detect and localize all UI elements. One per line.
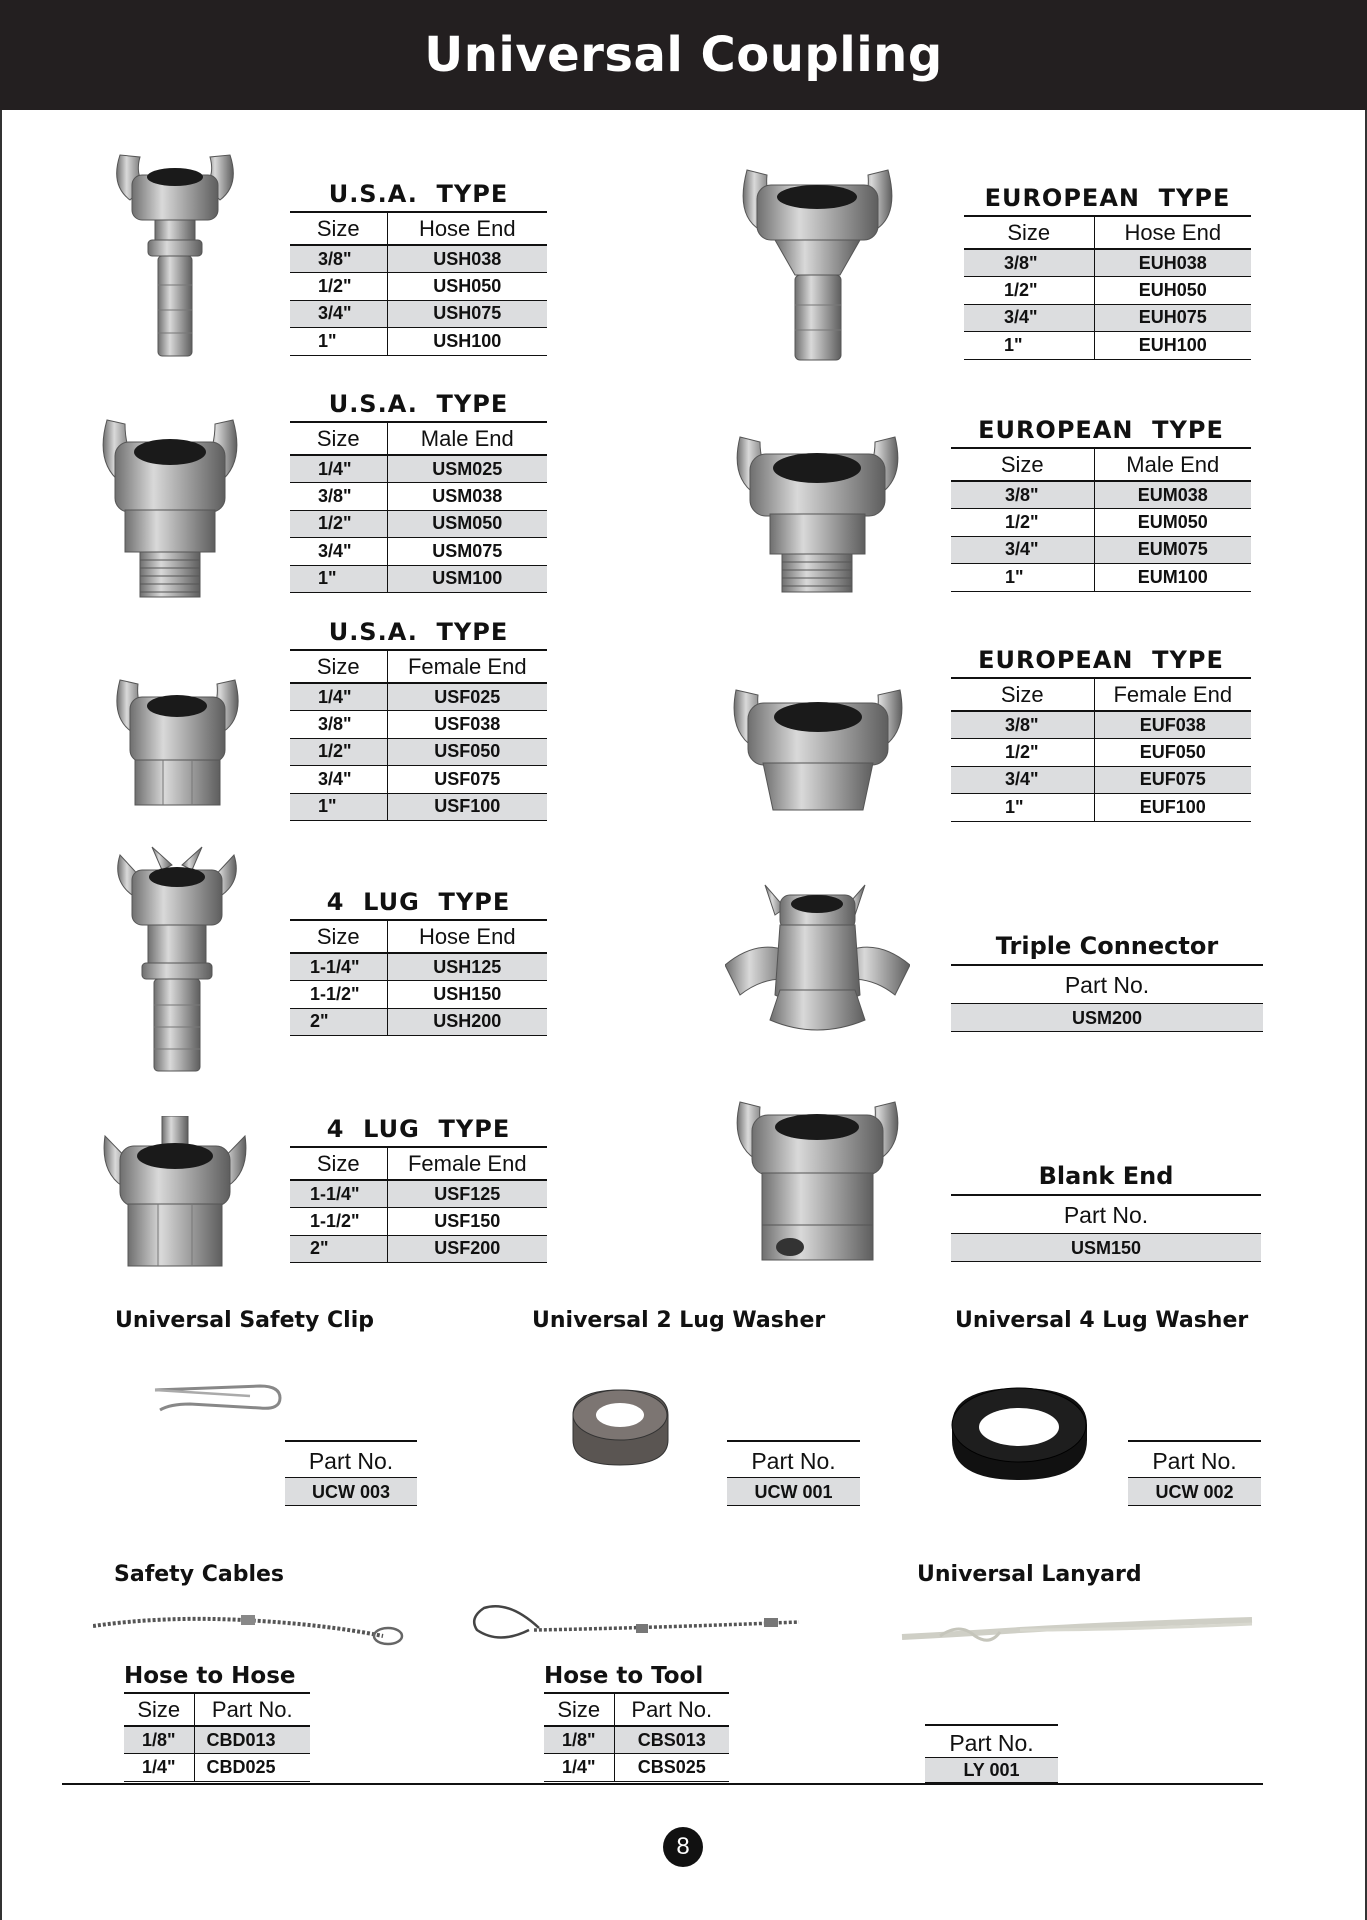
table-row [290, 565, 547, 593]
part-cell: EUF075 [1094, 766, 1251, 794]
european-male-end-table [951, 416, 1251, 592]
table-row [290, 538, 547, 566]
size-cell: 2" [290, 1235, 387, 1263]
size-cell: 3/8" [951, 481, 1094, 509]
size-cell: 3/4" [951, 766, 1094, 794]
size-cell: 3/4" [290, 538, 387, 566]
part-cell: EUH038 [1094, 249, 1251, 277]
part-no-value: UCW 001 [727, 1478, 860, 1506]
4-lug-hose-end-image [112, 845, 242, 1075]
table-row [290, 300, 547, 328]
table-row [124, 1754, 310, 1782]
col-size-header: Size [544, 1694, 614, 1726]
hose-to-tool-cable-image [469, 1600, 801, 1650]
usa-hose-end-image [110, 145, 240, 365]
size-cell: 1" [964, 332, 1094, 360]
size-cell: 1/8" [544, 1726, 614, 1754]
part-no-label: Part No. [1128, 1440, 1261, 1478]
part-cell: USF125 [387, 1180, 547, 1208]
table-row [290, 683, 547, 711]
part-cell: EUM038 [1094, 481, 1251, 509]
table-title: U.S.A. TYPE [290, 180, 547, 213]
part-no-value: USM200 [951, 1004, 1263, 1032]
size-cell: 1" [290, 793, 387, 821]
triple-connector-box [951, 932, 1263, 1032]
box-title: Triple Connector [951, 932, 1263, 966]
safety-clip-part-box [285, 1440, 417, 1506]
col-part-header: Part No. [194, 1694, 310, 1726]
col-part-header: Female End [1094, 679, 1251, 711]
table-row [964, 249, 1251, 277]
table-title: EUROPEAN TYPE [951, 646, 1251, 679]
hose-to-tool-table [544, 1663, 729, 1782]
table-row [290, 766, 547, 794]
size-cell: 3/4" [951, 536, 1094, 564]
table-row [290, 483, 547, 511]
part-cell: USF038 [387, 711, 547, 739]
col-size-header: Size [951, 679, 1094, 711]
table-row [951, 481, 1251, 509]
table-row [290, 1180, 547, 1208]
usa-male-end-table [290, 390, 547, 593]
page-title: Universal Coupling [424, 27, 943, 83]
size-cell: 3/8" [951, 711, 1094, 739]
european-female-end-table [951, 646, 1251, 822]
part-cell: USF150 [387, 1208, 547, 1236]
part-cell: EUM050 [1094, 509, 1251, 537]
part-cell: EUF038 [1094, 711, 1251, 739]
part-cell: CBS025 [614, 1754, 729, 1782]
size-cell: 1-1/4" [290, 953, 387, 981]
bottom-rule [62, 1783, 1263, 1785]
col-part-header: Hose End [387, 213, 547, 245]
table-row [964, 277, 1251, 305]
table-title: EUROPEAN TYPE [951, 416, 1251, 449]
4-lug-washer-image [947, 1380, 1092, 1485]
left-border [0, 110, 2, 1920]
table-row [290, 328, 547, 356]
usa-male-end-image [95, 412, 245, 602]
table-row [290, 1235, 547, 1263]
size-cell: 1/2" [290, 738, 387, 766]
2-lug-washer-title: Universal 2 Lug Washer [532, 1308, 826, 1333]
table-title: 4 LUG TYPE [290, 1115, 547, 1148]
size-cell: 1/4" [124, 1754, 194, 1782]
usa-female-end-image [110, 672, 245, 812]
4-lug-female-end-image [100, 1116, 250, 1271]
size-cell: 1/2" [964, 277, 1094, 305]
col-part-header: Hose End [387, 921, 547, 953]
size-cell: 3/4" [290, 300, 387, 328]
col-size-header: Size [290, 213, 387, 245]
table-title: Hose to Tool [544, 1663, 729, 1694]
part-cell: USH038 [387, 245, 547, 273]
size-cell: 3/8" [964, 249, 1094, 277]
safety-clip-image [150, 1378, 285, 1418]
blank-end-box [951, 1162, 1261, 1262]
usa-female-end-table [290, 618, 547, 821]
part-no-value: UCW 002 [1128, 1478, 1261, 1506]
size-cell: 1-1/4" [290, 1180, 387, 1208]
col-size-header: Size [124, 1694, 194, 1726]
part-no-label: Part No. [951, 966, 1263, 1004]
table-row [290, 1008, 547, 1036]
table-row [290, 711, 547, 739]
box-title: Blank End [951, 1162, 1261, 1196]
part-cell: EUH100 [1094, 332, 1251, 360]
size-cell: 1" [951, 564, 1094, 592]
table-row [951, 711, 1251, 739]
part-cell: EUM075 [1094, 536, 1251, 564]
size-cell: 1/2" [290, 273, 387, 301]
part-cell: USH125 [387, 953, 547, 981]
part-no-value: UCW 003 [285, 1478, 417, 1506]
part-cell: USM075 [387, 538, 547, 566]
part-no-value: LY 001 [925, 1758, 1058, 1783]
size-cell: 2" [290, 1008, 387, 1036]
size-cell: 1/4" [290, 455, 387, 483]
table-row [290, 953, 547, 981]
part-cell: USF075 [387, 766, 547, 794]
table-row [124, 1726, 310, 1754]
part-no-label: Part No. [925, 1724, 1058, 1758]
col-part-header: Male End [387, 423, 547, 455]
size-cell: 3/8" [290, 245, 387, 273]
4-lug-hose-end-table [290, 888, 547, 1036]
table-row [951, 794, 1251, 822]
lanyard-part-box [925, 1724, 1058, 1783]
table-row [290, 981, 547, 1009]
part-no-label: Part No. [951, 1196, 1261, 1234]
size-cell: 1/2" [951, 509, 1094, 537]
4-lug-washer-title: Universal 4 Lug Washer [955, 1308, 1249, 1333]
part-cell: USH075 [387, 300, 547, 328]
part-cell: USH150 [387, 981, 547, 1009]
page-number: 8 [663, 1827, 703, 1867]
col-part-header: Female End [387, 1148, 547, 1180]
safety-clip-title: Universal Safety Clip [115, 1308, 374, 1333]
table-row [290, 273, 547, 301]
2-lug-washer-image [568, 1385, 673, 1470]
col-size-header: Size [290, 1148, 387, 1180]
col-size-header: Size [290, 423, 387, 455]
4-lug-washer-part-box [1128, 1440, 1261, 1506]
part-cell: EUF100 [1094, 794, 1251, 822]
table-row [544, 1726, 729, 1754]
safety-cables-title: Safety Cables [114, 1562, 284, 1587]
european-hose-end-image [735, 165, 900, 365]
lanyard-title: Universal Lanyard [917, 1562, 1142, 1587]
table-row [951, 509, 1251, 537]
part-cell: USM050 [387, 510, 547, 538]
part-cell: USF025 [387, 683, 547, 711]
table-row [544, 1754, 729, 1782]
table-row [290, 738, 547, 766]
size-cell: 1" [290, 328, 387, 356]
part-cell: USF200 [387, 1235, 547, 1263]
col-size-header: Size [951, 449, 1094, 481]
part-no-label: Part No. [727, 1440, 860, 1478]
size-cell: 1/8" [124, 1726, 194, 1754]
4-lug-female-end-table [290, 1115, 547, 1263]
table-row [290, 455, 547, 483]
table-row [951, 536, 1251, 564]
table-row [964, 332, 1251, 360]
table-row [290, 245, 547, 273]
lanyard-image [900, 1612, 1255, 1652]
part-cell: USF100 [387, 793, 547, 821]
2-lug-washer-part-box [727, 1440, 860, 1506]
size-cell: 1" [951, 794, 1094, 822]
table-row [951, 739, 1251, 767]
table-row [964, 304, 1251, 332]
part-cell: EUM100 [1094, 564, 1251, 592]
part-cell: USH050 [387, 273, 547, 301]
hose-to-hose-table [124, 1663, 310, 1782]
size-cell: 3/4" [290, 766, 387, 794]
hose-to-hose-cable-image [93, 1608, 405, 1648]
part-cell: USH200 [387, 1008, 547, 1036]
size-cell: 1/4" [290, 683, 387, 711]
size-cell: 3/4" [964, 304, 1094, 332]
col-part-header: Part No. [614, 1694, 729, 1726]
col-part-header: Hose End [1094, 217, 1251, 249]
size-cell: 1-1/2" [290, 1208, 387, 1236]
col-part-header: Female End [387, 651, 547, 683]
table-title: U.S.A. TYPE [290, 390, 547, 423]
col-size-header: Size [964, 217, 1094, 249]
size-cell: 1/2" [290, 510, 387, 538]
table-row [951, 766, 1251, 794]
size-cell: 1-1/2" [290, 981, 387, 1009]
part-no-value: USM150 [951, 1234, 1261, 1262]
page-header [0, 0, 1367, 110]
table-row [951, 564, 1251, 592]
part-cell: USM038 [387, 483, 547, 511]
size-cell: 1/2" [951, 739, 1094, 767]
table-title: EUROPEAN TYPE [964, 184, 1251, 217]
blank-end-image [730, 1097, 905, 1267]
part-cell: EUH050 [1094, 277, 1251, 305]
european-female-end-image [728, 685, 908, 815]
size-cell: 1" [290, 565, 387, 593]
size-cell: 3/8" [290, 483, 387, 511]
part-no-label: Part No. [285, 1440, 417, 1478]
part-cell: USM100 [387, 565, 547, 593]
table-title: 4 LUG TYPE [290, 888, 547, 921]
table-row [290, 510, 547, 538]
size-cell: 3/8" [290, 711, 387, 739]
part-cell: CBD013 [194, 1726, 310, 1754]
part-cell: EUH075 [1094, 304, 1251, 332]
col-size-header: Size [290, 921, 387, 953]
part-cell: USM025 [387, 455, 547, 483]
part-cell: EUF050 [1094, 739, 1251, 767]
size-cell: 1/4" [544, 1754, 614, 1782]
col-size-header: Size [290, 651, 387, 683]
table-row [290, 793, 547, 821]
triple-connector-image [725, 880, 910, 1040]
table-row [290, 1208, 547, 1236]
european-male-end-image [730, 432, 905, 597]
table-title: Hose to Hose [124, 1663, 310, 1694]
part-cell: CBS013 [614, 1726, 729, 1754]
european-hose-end-table [964, 184, 1251, 360]
part-cell: CBD025 [194, 1754, 310, 1782]
part-cell: USH100 [387, 328, 547, 356]
part-cell: USF050 [387, 738, 547, 766]
usa-hose-end-table [290, 180, 547, 356]
col-part-header: Male End [1094, 449, 1251, 481]
table-title: U.S.A. TYPE [290, 618, 547, 651]
